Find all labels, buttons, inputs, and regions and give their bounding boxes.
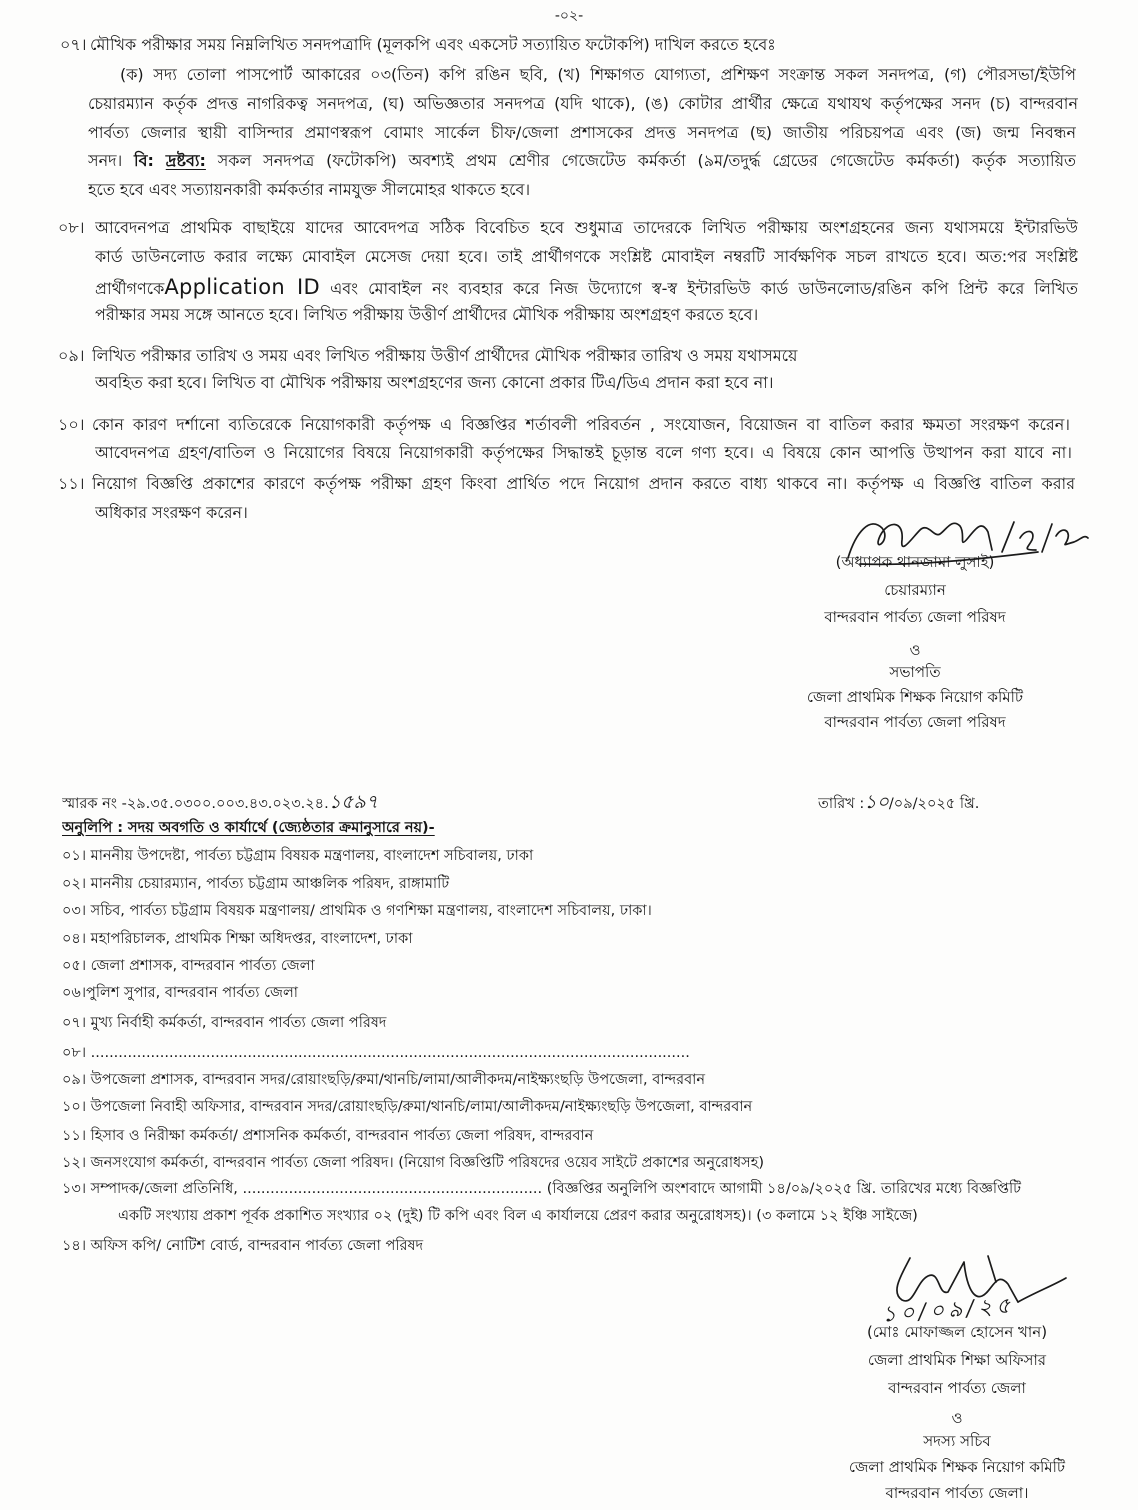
clause-08-line: কার্ড ডাউনলোড করার লক্ষ্যে মোবাইল মেসেজ দেয়া হবে। তাই প্রার্থীগণকে সংশ্লিষ্ট মোবাইল নম্বরটি সার্বক্ষণিক সচল রাখতে হবে। অত:পর সংশ্লিষ্ট [95,247,1078,266]
copy-item-number: ০৬। [62,985,87,1001]
signature-stroke [1042,524,1052,552]
note-label: দ্রষ্টব্য: [165,151,206,170]
clause-07-heading: মৌখিক পরীক্ষার সময় নিম্নলিখিত সনদপত্রাদি (মূলকপি এবং একসেট সত্যায়িত ফটোকপি) দাখিল করতে হবেঃ [90,35,776,54]
copy-list-item-continuation: একটি সংখ্যায় প্রকাশ পূর্বক প্রকাশিত সংখ্যার ০২ (দুই) টি কপি এবং বিল এ কার্যালয়ে প্রেরণ করার অনুরোধসহ)। (৩ কলামে ১২ ইঞ্চি সাইজে) [118,1208,918,1224]
memo-date-label: তারিখ : [818,796,865,812]
clause-number-07: ০৭। [60,35,87,54]
signatory-2-name: (মোঃ মোফাজ্জল হোসেন খান) [866,1323,1048,1341]
signatory-2-committee: জেলা প্রাথমিক শিক্ষক নিয়োগ কমিটি [848,1458,1066,1476]
copy-item-number: ০৪। [62,931,87,947]
signature-stroke [1020,531,1036,550]
copy-item-text: জেলা প্রশাসক, বান্দরবান পার্বত্য জেলা [90,958,315,974]
signatory-1-organization: বান্দরবান পার্বত্য জেলা পরিষদ [824,608,1006,626]
clause-11-line: অধিকার সংরক্ষণ করেন। [95,503,248,522]
signatory-2-organization: বান্দরবান পার্বত্য জেলা [888,1379,1026,1397]
note-lead-text: সনদ। [88,151,123,170]
copy-item-text: মুখ্য নির্বাহী কর্মকর্তা, বান্দরবান পার্বত্য জেলা পরিষদ [90,1015,387,1031]
clause-08-line: আবেদনপত্র প্রাথমিক বাছাইয়ে যাদের আবেদপত্র সঠিক বিবেচিত হবে শুধুমাত্র তাদেরকে লিখিত পরীক্ষায় অংশগ্রহনের জন্য যথাসময়ে ইন্টারভিউ [95,218,1078,237]
copy-item-number: ০৮। [62,1045,87,1061]
copy-item-number: ১৩। [62,1181,87,1197]
copy-item-number: ১১। [62,1128,87,1144]
signatory-1-second-title: সভাপতি [889,663,941,681]
clause-07-docs-line: (ক) সদ্য তোলা পাসপোর্ট আকারের ০৩(তিন) কপি রঙিন ছবি, (খ) শিক্ষাগত যোগ্যতা, প্রশিক্ষণ সংক্রান্ত সকল সনদপত্র, (গ) পৌরসভা/ইউপি [120,65,1076,84]
signatory-1-committee: জেলা প্রাথমিক শিক্ষক নিয়োগ কমিটি [806,688,1024,706]
clause-09-line: অবহিত করা হবে। লিখিত বা মৌখিক পরীক্ষায় অংশগ্রহণের জন্য কোনো প্রকার টিএ/ডিএ প্রদান করা হবে না। [95,373,774,392]
copy-item-number: ০৯। [62,1072,87,1088]
copies-heading: অনুলিপি : সদয় অবগতি ও কার্যার্থে (জ্যেষ্ঠতার ক্রমানুসারে নয়)- [62,820,435,836]
signatory-1-conjunction: ও [909,641,921,659]
signatory-1-name: (অধ্যাপক থানজামা লুসাই) [835,553,995,571]
copy-item-blank-line: .................................................................................................................................. [90,1045,690,1061]
clause-09-line: লিখিত পরীক্ষার তারিখ ও সময় এবং লিখিত পরীক্ষায় উত্তীর্ণ প্রার্থীদের মৌখিক পরীক্ষার তারিখ ও সময় যথাসময়ে [92,346,798,365]
copy-item-text: জনসংযোগ কর্মকর্তা, বান্দরবান পার্বত্য জেলা পরিষদ। (নিয়োগ বিজ্ঞপ্তিটি পরিষদের ওয়েব সাইটে প্রকাশের অনুরোধসহ) [90,1155,765,1171]
application-id-label: Application ID [164,275,320,299]
copy-list-item [62,1094,1090,1120]
memo-date-handwritten: ১০ [864,791,889,813]
signatory-1-organization: বান্দরবান পার্বত্য জেলা পরিষদ [824,713,1006,731]
copy-list-item [62,1150,1090,1176]
signatory-2-title: জেলা প্রাথমিক শিক্ষা অফিসার [867,1351,1047,1369]
memo-number [62,789,622,815]
copy-list-item [62,843,1090,869]
signature-date-handwritten: ১০/০৯/২৫ [881,1293,1016,1328]
copy-list-item [62,898,1090,924]
memo-date [818,789,1078,815]
copy-item-text: হিসাব ও নিরীক্ষা কর্মকর্তা/ প্রশাসনিক কর্মকর্তা, বান্দরবান পার্বত্য জেলা পরিষদ, বান্দরবান [90,1128,594,1144]
copy-list-item [62,1123,1090,1149]
copy-item-number: ০২। [62,876,87,892]
copy-list-item [62,1067,1090,1093]
clause-08-line: পরীক্ষার সময় সঙ্গে আনতে হবে। লিখিত পরীক্ষায় উত্তীর্ণ প্রার্থীদের মৌখিক পরীক্ষায় অংশগ্রহণ করতে হবে। [95,305,759,324]
clause-number-11: ১১। [58,474,85,493]
clause-number-09: ০৯। [58,346,85,365]
memo-number-label: স্মারক নং -২৯.৩৫.০৩০০.০০৩.৪৩.০২৩.২৪. [62,796,329,812]
signatory-2-second-title: সদস্য সচিব [923,1432,991,1450]
signature-stroke [988,1256,996,1282]
copy-list-item [62,953,1090,979]
copy-list-item [62,1010,1090,1036]
clause-11-line: নিয়োগ বিজ্ঞপ্তি প্রকাশের কারণে কর্তৃপক্ষ পরীক্ষা গ্রহণ কিংবা প্রার্থিত পদে নিয়োগ প্রদান করতে বাধ্য থাকবে না। কর্তৃপক্ষ এ বিজ্ঞপ্তি বাতিল করার [92,474,1075,493]
copy-item-number: ০৩। [62,903,87,919]
clause-08-line [95,272,1078,302]
copy-item-number: ১২। [62,1155,87,1171]
copy-list-item [62,1176,1092,1202]
copy-item-number: ১০। [62,1099,87,1115]
copy-item-text: মাননীয় উপদেষ্টা, পার্বত্য চট্টগ্রাম বিষয়ক মন্ত্রণালয়, বাংলাদেশ সচিবালয়, ঢাকা [90,848,534,864]
note-prefix: বি: [134,151,154,170]
memo-date-rest: /০৯/২০২৫ খ্রি. [888,796,980,812]
copy-list-item [62,871,1090,897]
copy-item-number: ০৭। [62,1015,87,1031]
signatory-1-title: চেয়ারম্যান [884,581,946,599]
clause-number-10: ১০। [58,415,85,434]
signatory-2-conjunction: ও [951,1409,963,1427]
clause-07-note-line [88,147,1076,175]
copy-list-item [62,926,1090,952]
copy-item-text: মহাপরিচালক, প্রাথমিক শিক্ষা অধিদপ্তর, বাংলাদেশ, ঢাকা [90,931,413,947]
copy-item-text: উপজেলা নিবাহী অফিসার, বান্দরবান সদর/রোয়াংছড়ি/রুমা/থানচি/লামা/আলীকদম/নাইক্ষ্যংছড়ি উপজেলা, বান্দরবান [90,1099,753,1115]
copy-item-text: সম্পাদক/জেলা প্রতিনিধি, ................................................................. (বিজ্ঞপ্তির অনুলিপি অংশবাদে আগামী ১৪/০৯/২০২৫ খ্রি. তারিখের মধ্যে বিজ্ঞপ্তিটি [90,1181,1022,1197]
signatory-2-organization: বান্দরবান পার্বত্য জেলা। [885,1484,1029,1502]
clause-07-docs-line: চেয়ারম্যান কর্তৃক প্রদত্ত নাগরিকত্ব সনদপত্র, (ঘ) অভিজ্ঞতার সনদপত্র (যদি থাকে), (ঙ) কোটার প্রার্থীর ক্ষেত্রে যথাযথ কর্তৃপক্ষের সনদ (চ) বান্দরবান [88,94,1078,113]
copy-item-number: ০১। [62,848,87,864]
signature-stroke [1018,1278,1066,1302]
clause-08-line-rest: এবং মোবাইল নং ব্যবহার করে নিজ উদ্যোগে স্ব-স্ব ইন্টারভিউ কার্ড ডাউনলোড/রঙিন কপি প্রিন্ট করে লিখিত [330,279,1078,298]
clause-07-docs-line: পার্বত্য জেলার স্থায়ী বাসিন্দার প্রমাণস্বরূপ বোমাং সার্কেল চীফ/জেলা প্রশাসকের প্রদত্ত সনদপত্র (ছ) জাতীয় পরিচয়পত্র এবং (জ) জন্ম নিবন্ধন [88,123,1076,142]
clause-number-08: ০৮। [58,218,85,237]
copy-list-item [62,980,1090,1006]
memo-number-handwritten: ১৫৯৭ [328,791,379,813]
clause-08-line-lead: প্রার্থীগণকে [95,279,165,298]
copy-item-text: উপজেলা প্রশাসক, বান্দরবান সদর/রোয়াংছড়ি/রুমা/থানচি/লামা/আলীকদম/নাইক্ষ্যংছড়ি উপজেলা, বান্দরবান [90,1072,706,1088]
signature-stroke [1002,522,1014,552]
copy-list-item [62,1040,802,1066]
clause-10-line: কোন কারণ দর্শানো ব্যতিরেকে নিয়োগকারী কর্তৃপক্ষ এ বিজ্ঞপ্তির শর্তাবলী পরিবর্তন , সংযোজন, বিয়োজন বা বাতিল করার ক্ষমতা সংরক্ষণ করেন। [92,415,1070,434]
page-number: -০২- [554,8,584,24]
clause-07-last-line: হতে হবে এবং সত্যায়নকারী কর্মকর্তার নামযুক্ত সীলমোহর থাকতে হবে। [88,180,531,199]
signature-stroke [1056,530,1088,545]
copy-item-number: ০৫। [62,958,87,974]
clause-10-line: আবেদনপত্র গ্রহণ/বাতিল ও নিয়োগের বিষয়ে নিয়োগকারী কর্তৃপক্ষের সিদ্ধান্তই চূড়ান্ত বলে গণ্য হবে। এ বিষয়ে কোন আপত্তি উত্থাপন করা যাবে না। [95,443,1072,462]
copy-item-text: পুলিশ সুপার, বান্দরবান পার্বত্য জেলা [86,985,298,1001]
copy-item-number: ১৪। [62,1238,87,1254]
copy-item-text: মাননীয় চেয়ারম্যান, পার্বত্য চট্টগ্রাম আঞ্চলিক পরিষদ, রাঙ্গামাটি [90,876,450,892]
copy-item-text: সচিব, পার্বত্য চট্টগ্রাম বিষয়ক মন্ত্রণালয়/ প্রাথমিক ও গণশিক্ষা মন্ত্রণালয়, বাংলাদেশ সচিবালয়, ঢাকা। [90,903,652,919]
note-text: সকল সনদপত্র (ফটোকপি) অবশ্যই প্রথম শ্রেণীর গেজেটেড কর্মকর্তা (৯ম/তদুর্দ্ধ গ্রেডের গেজেটেড কর্মকর্তা) কর্তৃক সত্যায়িত [217,151,1076,170]
copy-item-text: অফিস কপি/ নোটিশ বোর্ড, বান্দরবান পার্বত্য জেলা পরিষদ [90,1238,424,1254]
